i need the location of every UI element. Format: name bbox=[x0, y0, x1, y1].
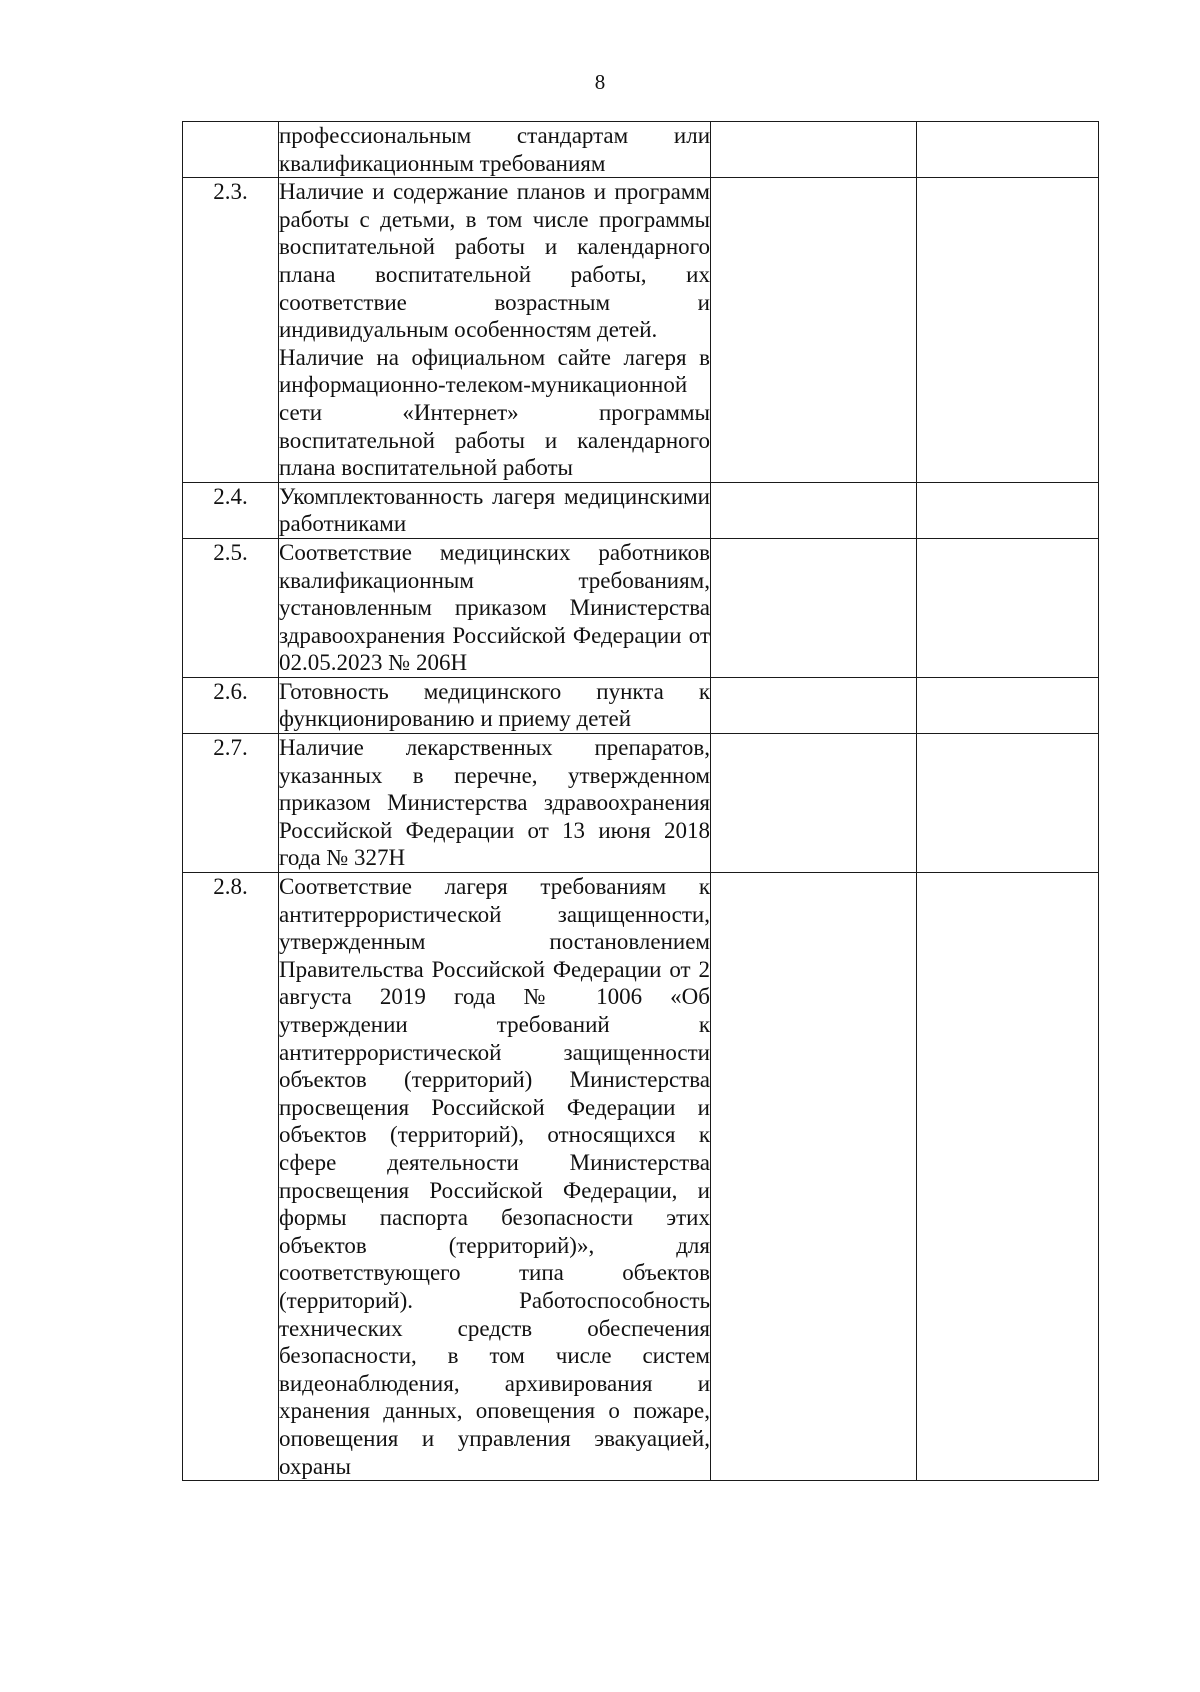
empty-cell-result bbox=[711, 538, 917, 677]
item-number: 2.6. bbox=[183, 677, 279, 733]
empty-cell-note bbox=[917, 538, 1099, 677]
table-row bbox=[183, 873, 1099, 1481]
empty-cell-note bbox=[917, 482, 1099, 538]
item-number: 2.7. bbox=[183, 734, 279, 873]
description-paragraph: Соответствие медицинских работников квалификационным требованиям, установленным приказом Министерства здравоохранения Российской Федерации от 02.05.2023 № 206Н bbox=[279, 539, 710, 676]
empty-cell-result bbox=[711, 122, 917, 178]
checklist-table bbox=[182, 121, 1099, 1481]
item-description bbox=[279, 538, 711, 677]
description-paragraph: Готовность медицинского пункта к функционированию и приему детей bbox=[279, 678, 710, 732]
empty-cell-note bbox=[917, 677, 1099, 733]
item-number: 2.4. bbox=[183, 482, 279, 538]
page-number: 8 bbox=[594, 70, 606, 94]
item-number: 2.8. bbox=[183, 873, 279, 1481]
description-paragraph: Наличие и содержание планов и программ работы с детьми, в том числе программы воспитательной работы и календарного плана воспитательной работы, их соответствие возрастным и индивидуальным особенностям детей. bbox=[279, 179, 710, 343]
item-description bbox=[279, 677, 711, 733]
empty-cell-note bbox=[917, 873, 1099, 1481]
empty-cell-result bbox=[711, 873, 917, 1481]
empty-cell-note bbox=[917, 734, 1099, 873]
item-number bbox=[183, 122, 279, 178]
empty-cell-result bbox=[711, 677, 917, 733]
table-row bbox=[183, 122, 1099, 178]
description-paragraph: Наличие лекарственных препаратов, указанных в перечне, утвержденном приказом Министерства здравоохранения Российской Федерации от 13 июня 2018 года № 327Н bbox=[279, 735, 710, 871]
empty-cell-note bbox=[917, 122, 1099, 178]
item-description bbox=[279, 734, 711, 873]
empty-cell-result bbox=[711, 734, 917, 873]
table-row bbox=[183, 734, 1099, 873]
table-row bbox=[183, 482, 1099, 538]
item-number: 2.3. bbox=[183, 178, 279, 483]
description-paragraph: Соответствие лагеря требованиям к антитеррористической защищенности, утвержденным постановлением Правительства Российской Федерации от 2 августа 2019 года № 1006 «Об утверждении требований к антитеррористической защищенности объектов (территорий) Министерства просвещения Российской Федерации и объектов (территорий), относящихся к сфере деятельности Министерства просвещения Российской Федерации, и формы паспорта безопасности этих объектов (территорий)», для соответствующего типа объектов (территорий). Работоспособность технических средств обеспечения безопасности, в том числе систем видеонаблюдения, архивирования и хранения данных, оповещения о пожаре, оповещения и управления эвакуацией, охраны bbox=[279, 874, 710, 1479]
item-description bbox=[279, 178, 711, 483]
table-row bbox=[183, 538, 1099, 677]
description-paragraph: профессиональным стандартам или квалификационным требованиям bbox=[279, 123, 710, 176]
description-paragraph: Наличие на официальном сайте лагеря в информационно-телеком-муникационной сети «Интернет» программы воспитательной работы и календарного плана воспитательной работы bbox=[279, 344, 710, 481]
description-paragraph: Укомплектованность лагеря медицинскими работниками bbox=[279, 483, 710, 537]
empty-cell-result bbox=[711, 178, 917, 483]
item-description bbox=[279, 873, 711, 1481]
item-description bbox=[279, 122, 711, 178]
item-number: 2.5. bbox=[183, 538, 279, 677]
item-description bbox=[279, 482, 711, 538]
empty-cell-note bbox=[917, 178, 1099, 483]
table-row bbox=[183, 677, 1099, 733]
table-row bbox=[183, 178, 1099, 483]
empty-cell-result bbox=[711, 482, 917, 538]
